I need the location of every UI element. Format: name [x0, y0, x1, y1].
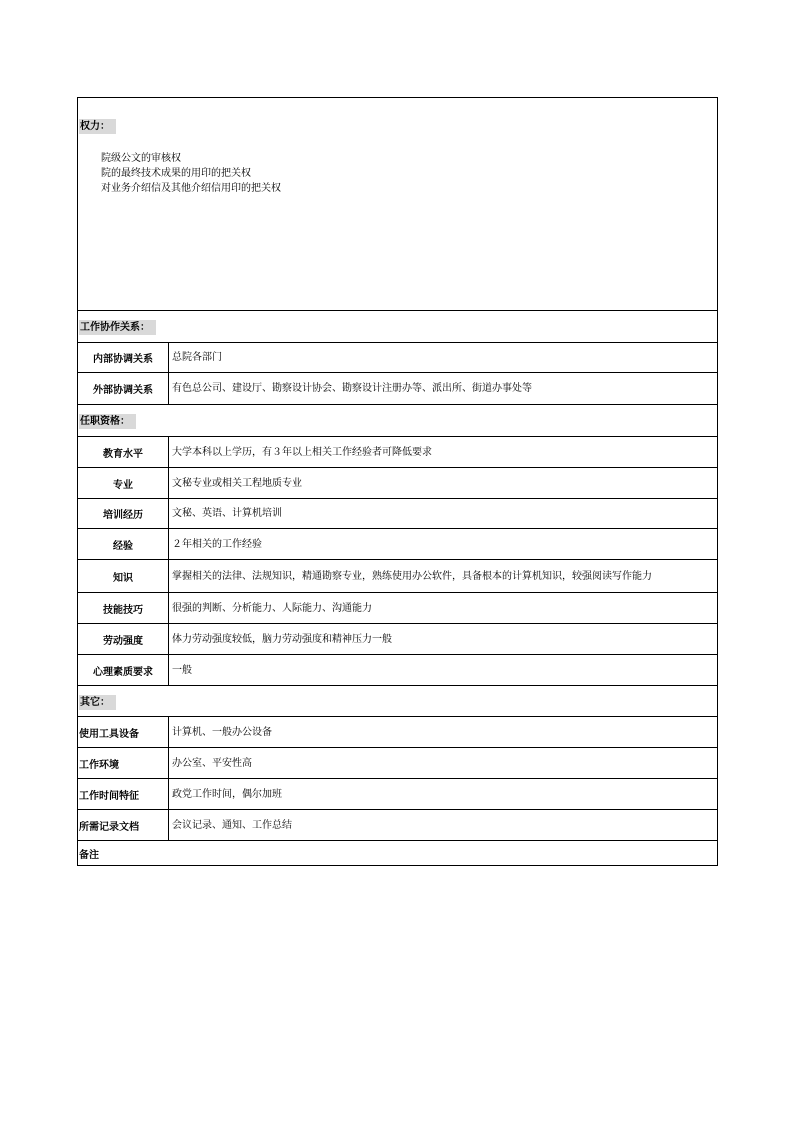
- remarks-label: 备注: [79, 850, 99, 861]
- powers-item: 对业务介绍信及其他介绍信用印的把关权: [101, 183, 281, 194]
- row-value: 文秘专业或相关工程地质专业: [172, 477, 302, 489]
- table-row: [78, 779, 717, 810]
- table-row: [78, 560, 717, 593]
- row-value: 总院各部门: [172, 352, 222, 363]
- row-label: 劳动强度: [78, 624, 169, 654]
- row-label: 教育水平: [78, 437, 169, 467]
- remarks-row: [78, 841, 717, 865]
- table-row: [78, 437, 717, 468]
- table-row: [78, 593, 717, 624]
- row-value: 办公室、平安性高: [172, 757, 252, 769]
- row-label: 心理素质要求: [78, 655, 169, 685]
- other-title: 其它：: [79, 695, 116, 710]
- row-value: 会议记录、通知、工作总结: [172, 819, 292, 831]
- row-label: 培训经历: [78, 499, 169, 528]
- row-label: 经验: [78, 529, 169, 559]
- powers-item: 院的最终技术成果的用印的把关权: [101, 168, 251, 179]
- table-row: [78, 624, 717, 655]
- cooperation-header: [78, 311, 717, 343]
- row-label: 工作时间特征: [78, 779, 169, 809]
- row-value: 大学本科以上学历，有３年以上相关工作经验者可降低要求: [172, 446, 432, 458]
- table-row: [78, 748, 717, 779]
- qualifications-header: [78, 405, 717, 437]
- row-value: 计算机、一般办公设备: [172, 726, 272, 738]
- table-row: [78, 468, 717, 499]
- powers-list: [101, 151, 281, 196]
- row-label: 工作环境: [78, 748, 169, 778]
- row-value: 掌握相关的法律、法规知识，精通勘察专业，熟练使用办公软件，具备根本的计算机知识，较强阅读写作能力: [172, 570, 652, 582]
- table-row: [78, 499, 717, 529]
- powers-section: [78, 98, 717, 311]
- row-label: 使用工具设备: [78, 717, 169, 747]
- row-value: 有色总公司、建设厅、勘察设计协会、勘察设计注册办等、派出所、街道办事处等: [172, 383, 532, 394]
- row-label: 外部协调关系: [78, 373, 169, 404]
- row-value: 一般: [172, 664, 192, 676]
- powers-item: 院级公文的审核权: [101, 153, 181, 164]
- row-label: 内部协调关系: [78, 343, 169, 372]
- table-row: [78, 529, 717, 560]
- powers-title: 权力：: [79, 119, 116, 134]
- table-row: [78, 373, 717, 405]
- row-value: ２年相关的工作经验: [172, 538, 262, 550]
- table-row: [78, 343, 717, 373]
- other-header: [78, 686, 717, 717]
- row-label: 知识: [78, 560, 169, 592]
- row-value: 文秘、英语、计算机培训: [172, 508, 282, 519]
- row-label: 所需记录文档: [78, 810, 169, 840]
- row-value: 很强的判断、分析能力、人际能力、沟通能力: [172, 602, 372, 614]
- table-row: [78, 717, 717, 748]
- row-label: 技能技巧: [78, 593, 169, 623]
- row-value: 政党工作时间，偶尔加班: [172, 788, 282, 800]
- table-row: [78, 810, 717, 841]
- qualifications-title: 任职资格：: [79, 414, 136, 429]
- row-label: 专业: [78, 468, 169, 498]
- row-value: 体力劳动强度较低，脑力劳动强度和精神压力一般: [172, 633, 392, 645]
- cooperation-title: 工作协作关系：: [79, 320, 156, 335]
- table-row: [78, 655, 717, 686]
- job-description-table: [77, 97, 718, 866]
